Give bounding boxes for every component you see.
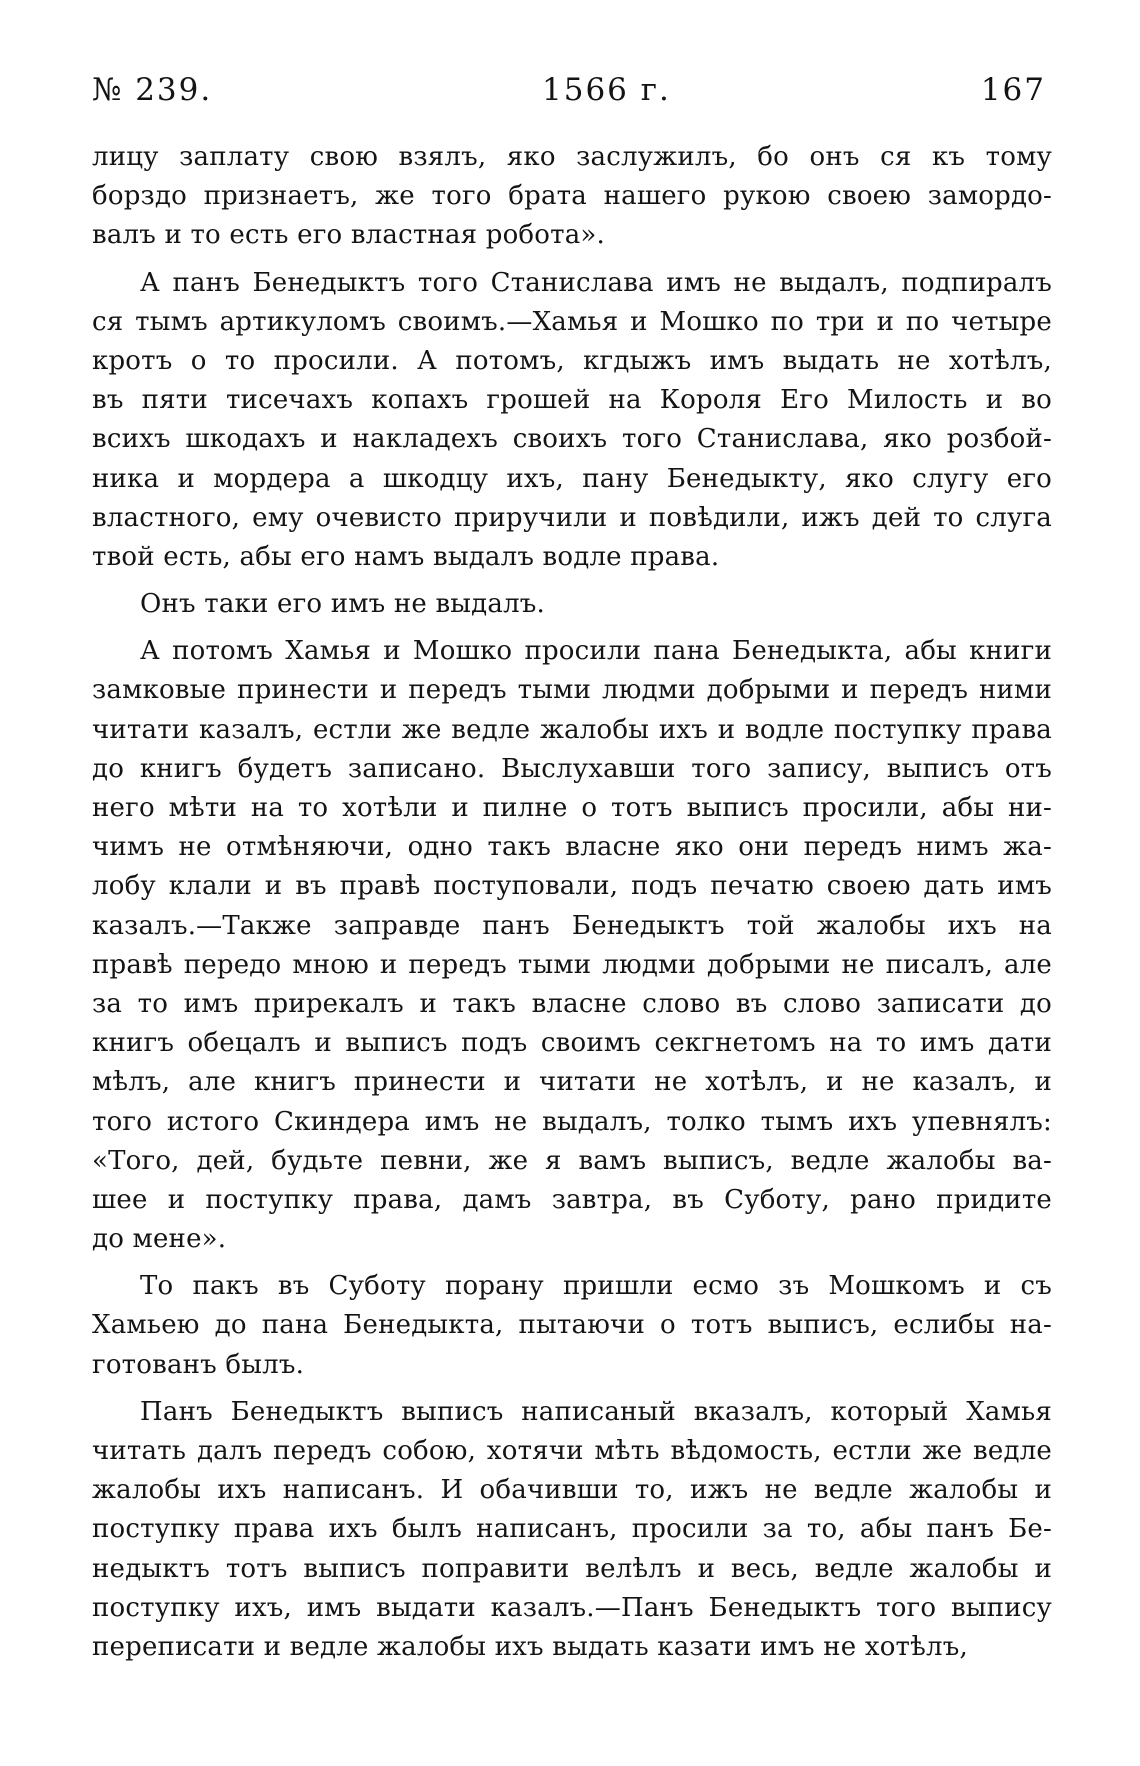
text-line: А панъ Бенедыктъ того Станислава имъ не выдалъ, подпиралъ bbox=[140, 267, 1052, 298]
text-line: замковые принести и передъ тыми людми добрыми и передъ ними bbox=[92, 675, 1052, 706]
paragraph bbox=[92, 632, 1052, 1259]
text-line: властного, ему очевисто приручили и повѣдили, ижъ дей то слуга bbox=[92, 502, 1052, 533]
text-line: То пакъ въ Суботу порану пришли есмо зъ Мошкомъ и съ bbox=[140, 1271, 1052, 1302]
text-line: переписати и ведле жалобы ихъ выдать казати имъ не хотѣлъ, bbox=[92, 1631, 968, 1662]
paragraph bbox=[92, 1393, 1052, 1667]
text-line: лобу клали и въ правѣ поступовали, подъ печатю своею дать имъ bbox=[92, 871, 1052, 902]
text-line: поступку ихъ, имъ выдати казалъ.—Панъ Бенедыктъ того выпису bbox=[92, 1592, 1052, 1623]
text-line: готованъ былъ. bbox=[92, 1349, 305, 1380]
text-line: ся тымъ артикуломъ своимъ.—Хамья и Мошко по три и по четыре bbox=[92, 306, 1052, 337]
text-line: мѣлъ, але книгъ принести и читати не хотѣлъ, и не казалъ, и bbox=[92, 1067, 1052, 1098]
text-line: твой есть, абы его намъ выдалъ водле права. bbox=[92, 541, 720, 572]
text-line: въ пяти тисечахъ копахъ грошей на Короля Его Милость и во bbox=[92, 385, 1052, 416]
text-line: лицу заплату свою взялъ, яко заслужилъ, бо онъ ся къ тому bbox=[92, 142, 1052, 172]
text-line: шее и поступку права, дамъ завтра, въ Суботу, рано придите bbox=[92, 1184, 1052, 1215]
text-line: кротъ о то просили. А потомъ, кгдыжъ имъ выдать не хотѣлъ, bbox=[92, 345, 1052, 376]
text-line: того истого Скиндера имъ не выдалъ, толко тымъ ихъ упевнялъ: bbox=[92, 1106, 1052, 1137]
text-line: ника и мордера а шкодцу ихъ, пану Бенедыкту, яко слугу его bbox=[92, 463, 1052, 494]
text-line: читать далъ передъ собою, хотячи мѣть вѣдомость, естли же ведле bbox=[92, 1436, 1052, 1466]
page-number: 167 bbox=[980, 72, 1046, 108]
document-year: 1566 г. bbox=[542, 72, 671, 108]
text-line: правѣ передо мною и передъ тыми людми добрыми не писалъ, але bbox=[92, 949, 1052, 980]
text-line: до книгъ будетъ записано. Выслухавши того запису, выписъ отъ bbox=[92, 753, 1052, 784]
text-line: А потомъ Хамья и Мошко просили пана Бенедыкта, абы книги bbox=[140, 636, 1052, 667]
text-line: поступку права ихъ былъ написанъ, просили за то, абы панъ Бе- bbox=[92, 1514, 1052, 1545]
text-line: него мѣти на то хотѣли и пилне о тотъ выписъ просили, абы ни- bbox=[92, 793, 1052, 823]
text-line: Онъ таки его имъ не выдалъ. bbox=[140, 589, 546, 620]
text-line: валъ и то есть его властная робота». bbox=[92, 220, 605, 251]
text-line: чимъ не отмѣняючи, одно такъ власне яко они передъ нимъ жа- bbox=[92, 832, 1052, 863]
text-line: «Того, дей, будьте певни, же я вамъ выписъ, ведле жалобы ва- bbox=[92, 1145, 1052, 1176]
text-line: читати казалъ, естли же ведле жалобы ихъ и водле поступку права bbox=[92, 714, 1052, 745]
text-line: Панъ Бенедыктъ выписъ написаный вказалъ, который Хамья bbox=[140, 1396, 1052, 1427]
text-line: жалобы ихъ написанъ. И обачивши то, ижъ не ведле жалобы и bbox=[92, 1475, 1052, 1506]
text-line: за то имъ прирекалъ и такъ власне слово въ слово записати до bbox=[92, 988, 1052, 1019]
body-text bbox=[92, 138, 1052, 1667]
paragraph bbox=[92, 1267, 1052, 1385]
text-line: казалъ.—Также заправде панъ Бенедыктъ той жалобы ихъ на bbox=[92, 910, 1052, 941]
text-line: борздо признаетъ, же того брата нашего рукою своею замордо- bbox=[92, 181, 1052, 212]
document-number: № 239. bbox=[92, 72, 213, 108]
running-header bbox=[92, 72, 1052, 116]
paragraph bbox=[92, 264, 1052, 578]
text-line: до мене». bbox=[92, 1224, 227, 1255]
text-line: недыктъ тотъ выписъ поправити велѣлъ и весь, ведле жалобы и bbox=[92, 1553, 1052, 1584]
document-page bbox=[92, 72, 1052, 1732]
text-line: всихъ шкодахъ и накладехъ своихъ того Станислава, яко розбой- bbox=[92, 424, 1052, 455]
paragraph bbox=[92, 585, 1052, 624]
text-line: Хамьею до пана Бенедыкта, пытаючи о тотъ выписъ, еслибы на- bbox=[92, 1310, 1052, 1341]
paragraph bbox=[92, 138, 1052, 256]
text-line: книгъ обецалъ и выписъ подъ своимъ секгнетомъ на то имъ дати bbox=[92, 1028, 1052, 1059]
